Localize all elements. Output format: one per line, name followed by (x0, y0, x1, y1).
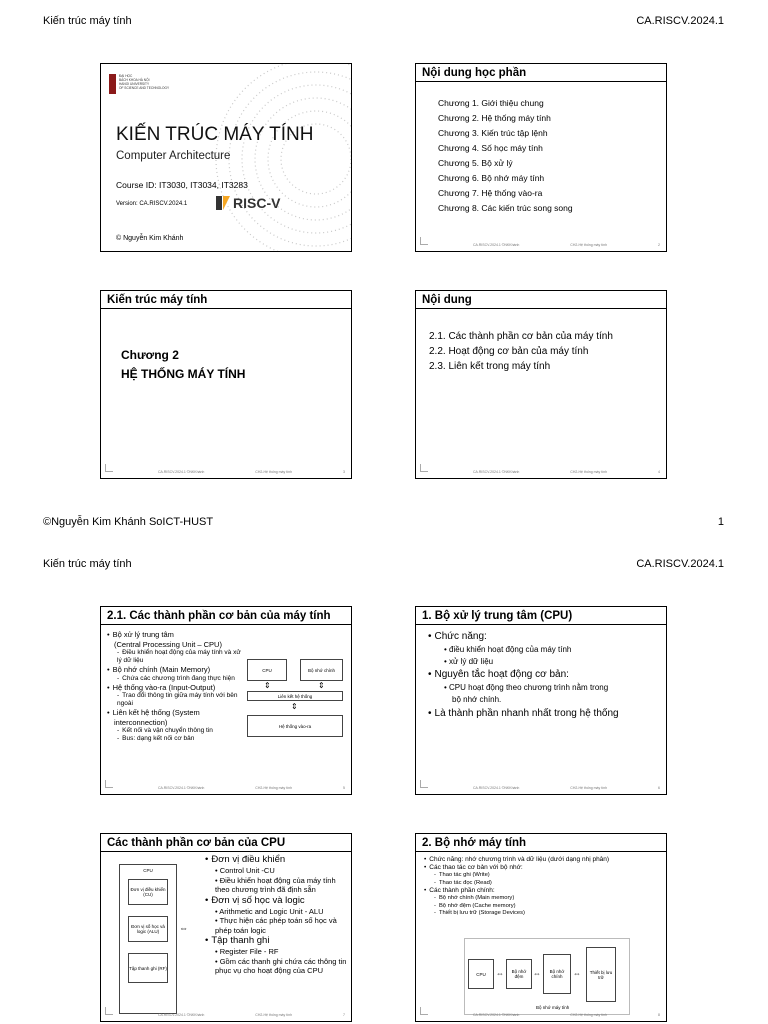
slide-computer-memory (415, 833, 667, 1022)
list-item: Chương 5. Bộ xử lý (438, 158, 513, 168)
arrow-icon: ⇕ (318, 681, 325, 690)
slide-footer: CA.RISCV.2024.1 ©NKKhánh CH2-Hệ thống máy tính 2 (422, 241, 660, 249)
arrow-icon: ⇔ (496, 969, 504, 978)
slide-title: 2. Bộ nhớ máy tính (416, 834, 666, 852)
section-list (429, 329, 613, 374)
diagram-cpu: CPU (468, 959, 494, 989)
slide-title: Các thành phần cơ bản của CPU (101, 834, 351, 852)
slide-cpu (415, 606, 667, 795)
diagram-system-bus: Liên kết hệ thống (247, 691, 343, 701)
slide-basic-components (100, 606, 352, 795)
arrow-icon: ⇕ (264, 681, 271, 690)
diagram-cpu: CPU (247, 659, 287, 681)
list-item: Chương 1. Giới thiệu chung (438, 98, 544, 108)
bullet-list: • Đơn vị điều khiển • Control Unit -CU • Điều khiển hoạt động của máy tính theo chương trình đã định sẵn • Đơn vị số học và logic • Arithmetic and Logic Unit - ALU • Thực hiện các phép toán số học và phép toán logic • Tập thanh ghi • Register File - RF • Gồm các thanh ghi chứa các thông tin phục vụ cho hoạt động của CPU (205, 854, 350, 976)
slide-footer: CA.RISCV.2024.1 ©NKKhánh CH2-Hệ thống máy tính 6 (422, 784, 660, 792)
slide-main-title: KIẾN TRÚC MÁY TÍNH (116, 124, 314, 145)
slide-course-contents (415, 63, 667, 252)
course-id: Course ID: IT3030, IT3034, IT3283 (116, 180, 248, 190)
list-item: Chương 7. Hệ thống vào-ra (438, 188, 543, 198)
chapter-name: HỆ THỐNG MÁY TÍNH (121, 367, 246, 381)
slide-title: 2.1. Các thành phần cơ bản của máy tính (101, 607, 351, 625)
arrow-icon: ⇔ (573, 969, 581, 978)
list-item: Chương 8. Các kiến trúc song song (438, 203, 573, 213)
diagram-main-memory: Bộ nhớ chính (543, 954, 571, 994)
list-item: Chương 3. Kiến trúc tập lệnh (438, 128, 548, 138)
diagram-register-file: Tập thanh ghi (RF) (128, 953, 168, 983)
slide-footer: CA.RISCV.2024.1 ©NKKhánh CH2-Hệ thống máy tính 5 (107, 784, 345, 792)
list-item: 2.1. Các thành phần cơ bản của máy tính (429, 331, 613, 342)
diagram-io-system: Hệ thống vào-ra (247, 715, 343, 737)
slide-chapter (100, 290, 352, 479)
diagram-main-memory: Bộ nhớ chính (300, 659, 343, 681)
riscv-icon (216, 196, 230, 210)
diagram-control-unit: Đơn vị điều khiển (CU) (128, 879, 168, 905)
university-logo: ĐẠI HỌC BÁCH KHOA HÀ NỘI HANOI UNIVERSITY OF SCIENCE AND TECHNOLOGY (109, 74, 169, 94)
list-item: Chương 4. Số học máy tính (438, 143, 543, 153)
arrow-icon: ⇔ (179, 923, 188, 933)
page-footer-left: ©Nguyễn Kim Khánh SoICT-HUST (43, 516, 214, 528)
list-item: Chương 6. Bộ nhớ máy tính (438, 173, 545, 183)
bullet-list: • Chức năng: • điều khiển hoạt động của máy tính • xử lý dữ liệu • Nguyên tắc hoạt động cơ bản: • CPU hoạt động theo chương trình nằm trong bộ nhớ chính. • Là thành phần nhanh nhất trong hệ thống (428, 630, 663, 722)
page-header-left: Kiến trúc máy tính (43, 558, 132, 570)
slide-footer: CA.RISCV.2024.1 ©NKKhánh CH2-Hệ thống máy tính 7 (107, 1011, 345, 1019)
slide-title: 1. Bộ xử lý trung tâm (CPU) (416, 607, 666, 625)
version: Version: CA.RISCV.2024.1 (116, 201, 188, 207)
slide-footer: CA.RISCV.2024.1 ©NKKhánh CH2-Hệ thống máy tính 4 (422, 468, 660, 476)
slide-title (100, 63, 352, 252)
chapter-list (438, 96, 573, 216)
page-header-left: Kiến trúc máy tính (43, 15, 132, 27)
slide-footer: CA.RISCV.2024.1 ©NKKhánh CH2-Hệ thống máy tính 3 (107, 468, 345, 476)
list-item: Chương 2. Hệ thống máy tính (438, 113, 551, 123)
bullet-list: • Bộ xử lý trung tâm (Central Processing Unit – CPU) - Điều khiển hoạt động của máy tính và xử lý dữ liệu • Bộ nhớ chính (Main Memory) - Chứa các chương trình đang thực hiện • Hệ thống vào-ra (Input-Output) - Trao đổi thông tin giữa máy tính với bên ngoài • Liên kết hệ thống (System interconnection) - Kết nối và vận chuyển thông tin - Bus: dạng kết nối cơ bản (107, 630, 242, 743)
diagram-storage: Thiết bị lưu trữ (586, 947, 616, 1002)
list-item: 2.3. Liên kết trong máy tính (429, 361, 551, 372)
slide-title: Nội dung học phần (416, 64, 666, 82)
slide-title: Nội dung (416, 291, 666, 309)
page-number: 1 (717, 516, 724, 528)
list-item: 2.2. Hoạt động cơ bản của máy tính (429, 346, 589, 357)
slide-contents (415, 290, 667, 479)
slide-subtitle: Computer Architecture (116, 150, 231, 162)
diagram-cpu-frame: CPU (119, 864, 177, 1014)
diagram-cache: Bộ nhớ đệm (506, 959, 532, 989)
page-header-right: CA.RISCV.2024.1 (636, 558, 724, 570)
diagram-caption: Bộ nhớ máy tính (536, 1005, 570, 1010)
slide-title: Kiến trúc máy tính (101, 291, 351, 309)
diagram-alu: Đơn vị số học và logic (ALU) (128, 916, 168, 942)
slide-cpu-components (100, 833, 352, 1022)
chapter-number: Chương 2 (121, 348, 179, 362)
arrow-icon: ⇕ (291, 702, 298, 711)
arrow-icon: ⇔ (533, 969, 541, 978)
bullet-list: • Chức năng: nhớ chương trình và dữ liệu (dưới dạng nhị phân) • Các thao tác cơ bản với bộ nhớ: - Thao tác ghi (Write) - Thao tác đọc (Read) • Các thành phần chính: - Bộ nhớ chính (Main memory) - Bộ nhớ đệm (Cache memory) - Thiết bị lưu trữ (Storage Devices) (424, 856, 664, 918)
slide-footer: CA.RISCV.2024.1 ©NKKhánh CH2-Hệ thống máy tính 8 (422, 1011, 660, 1019)
page-header-right: CA.RISCV.2024.1 (636, 15, 724, 27)
riscv-logo: RISC-V (216, 195, 280, 211)
author: © Nguyễn Kim Khánh (116, 235, 184, 242)
